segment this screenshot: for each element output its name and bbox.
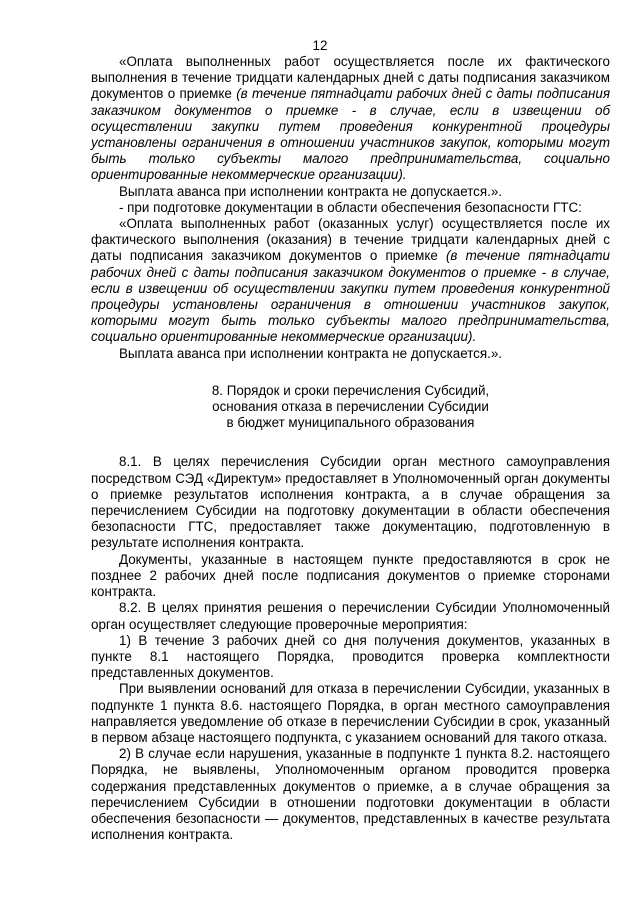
paragraph-8-2: 8.2. В целях принятия решения о перечислении Субсидии Уполномоченный орган осуществляет следующие проверочные мероприятия: — [91, 600, 610, 632]
section-heading-line: 8. Порядок и сроки перечисления Субсидий, — [211, 382, 490, 398]
paragraph-documents: Документы, указанные в настоящем пункте предоставляются в срок не позднее 2 рабочих дней после подписания документов о приемке сторонами контракта. — [91, 551, 610, 600]
quote-2-advance: Выплата аванса при исполнении контракта не допускается.». — [119, 345, 503, 361]
quote-1-italic: (в течение пятнадцати рабочих дней с даты подписания заказчиком документов о приемке - в случае, если в извещении об осуществлении закупки путем проведения конкурентной процедуры установлены ограничения в отношении участников закупок, которыми могут быть только субъекты малого предпринимательства, социально ориентированные некоммерческие организации). — [91, 86, 610, 183]
quote-paragraph-1 — [91, 54, 610, 184]
section-heading-line: основания отказа в перечислении Субсидии — [212, 399, 489, 415]
paragraph-8-1: 8.1. В целях перечисления Субсидии орган местного самоуправления посредством СЭД «Директум» предоставляет в Уполномоченный орган документы о приемке результатов исполнения контракта, а в случае обращения за перечислением Субсидии на подготовку документации в области обеспечения безопасности ГТС, предоставляет также документацию, подготовленную в результате исполнения контракта. — [91, 454, 610, 551]
quote-2-text: «Оплата выполненных работ (оказанных услуг) осуществляется после их фактического выполнения (оказания) в течение тридцати календарных дней с даты подписания заказчиком документов о приемке — [91, 216, 610, 264]
quote-1-text: «Оплата выполненных работ осуществляется после их фактического выполнения в течение тридцати календарных дней с даты подписания заказчиком документов о приемке — [91, 54, 610, 102]
paragraph-refusal: При выявлении оснований для отказа в перечислении Субсидии, указанных в подпункте 1 пункта 8.6. настоящего Порядка, в орган местного самоуправления направляется уведомление об отказе в перечислении Субсидии в срок, указанный в первом абзаце настоящего подпункта, с указанием оснований для такого отказа. — [91, 681, 610, 745]
gts-intro: - при подготовке документации в области обеспечения безопасности ГТС: — [119, 199, 582, 215]
quote-2-italic: (в течение пятнадцати рабочих дней с даты подписания заказчиком документов о приемке - в случае, если в извещении об осуществлении закупки путем проведения конкурентной процедуры установлены ограничения в отношении участников закупок, которыми могут быть только субъекты малого предпринимательства, социально ориентированные некоммерческие организации). — [91, 248, 610, 345]
spacer — [91, 431, 610, 454]
paragraph-8-2-1: 1) В течение 3 рабочих дней со дня получения документов, указанных в пункте 8.1 настоящего Порядка, проводится проверка комплектности представленных документов. — [91, 632, 610, 681]
quote-paragraph-2 — [91, 216, 610, 346]
section-heading-line: в бюджет муниципального образования — [226, 415, 475, 431]
section-heading — [91, 383, 610, 432]
document-body — [91, 54, 610, 843]
paragraph-8-2-2: 2) В случае если нарушения, указанные в подпункте 1 пункта 8.2. настоящего Порядка, не выявлены, Уполномоченным органом проводится проверка содержания представленных документов о приемке, а в случае обращения за перечислением Субсидии в отношении подготовки документации в области обеспечения безопасности — документов, представленных в качестве результата исполнения контракта. — [91, 746, 610, 843]
quote-1-advance: Выплата аванса при исполнении контракта не допускается.». — [119, 183, 503, 199]
page-number: 12 — [312, 38, 328, 53]
